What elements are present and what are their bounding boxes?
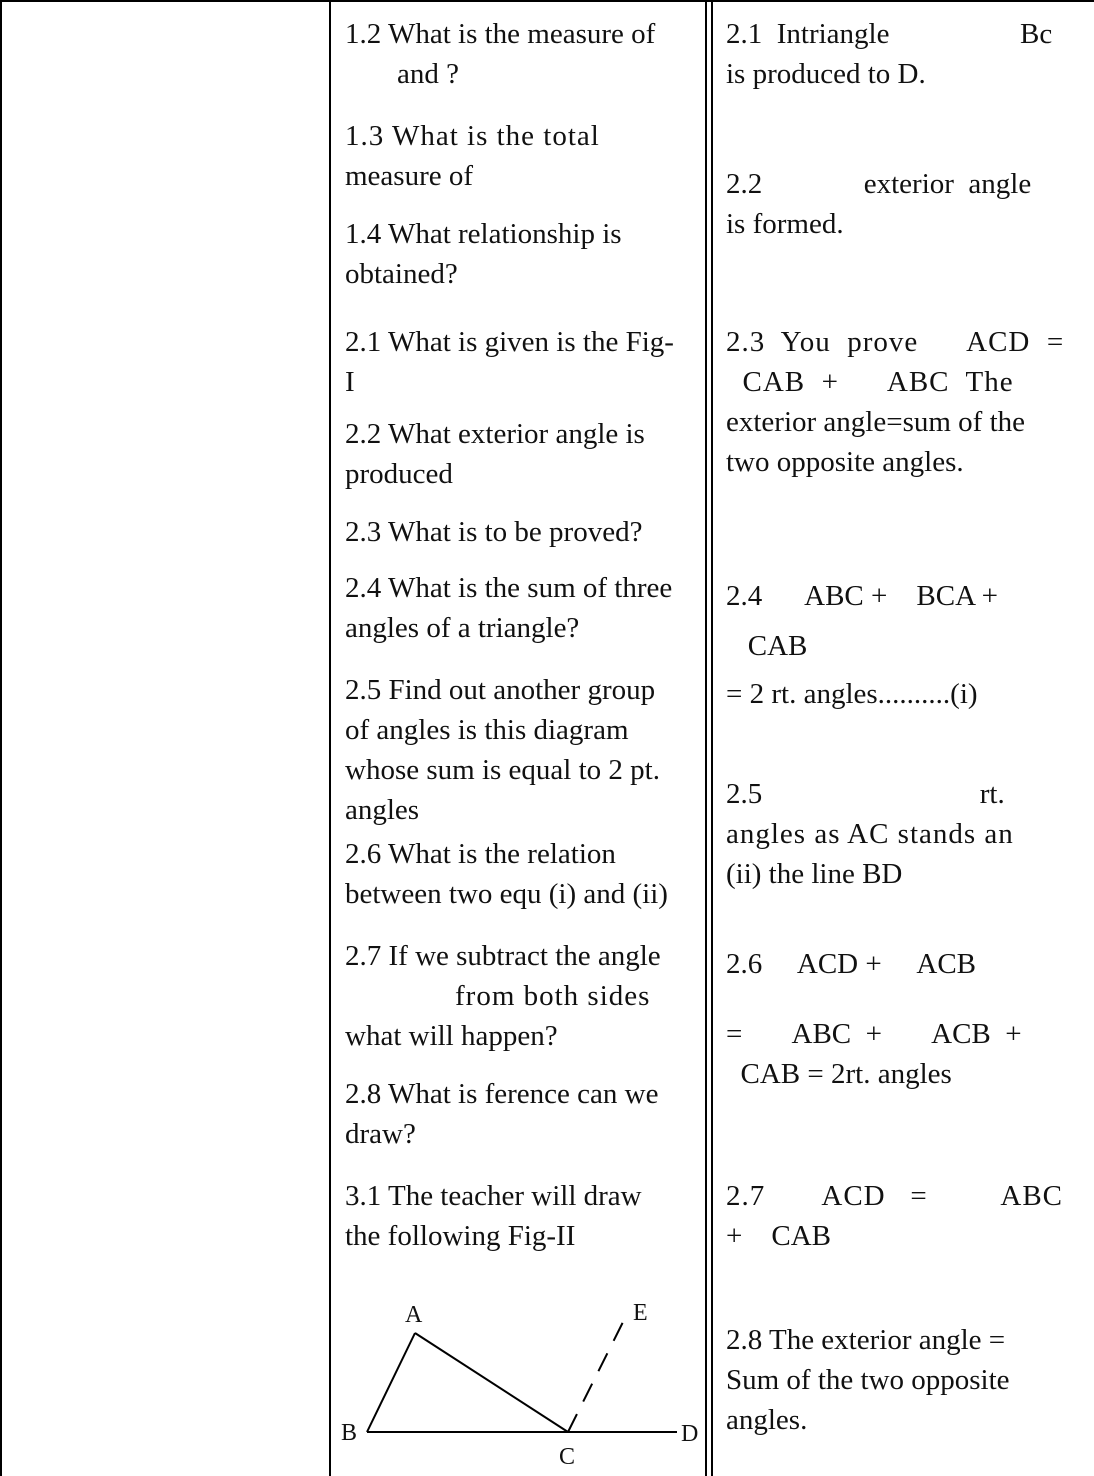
answer-2-8: [726, 1320, 1082, 1440]
question-line: obtained?: [345, 258, 458, 290]
column-divider-2a: [705, 0, 707, 1476]
triangle-diagram: [331, 1180, 705, 1476]
answer-line: angles as AC stands an: [726, 818, 1014, 850]
question-1-3: [345, 116, 697, 196]
answer-line: 2.4 ABC + BCA +: [726, 580, 999, 612]
right-column-answers: [714, 0, 1094, 1476]
question-line: 3.1 The teacher will draw: [345, 1180, 642, 1212]
answer-line: = ABC + ACB +: [726, 1018, 1022, 1050]
question-2-4: [345, 568, 697, 648]
answer-2-1: [726, 14, 1082, 94]
question-1-2: [345, 14, 697, 94]
answer-line: CAB: [726, 630, 808, 662]
question-line: 2.6 What is the relation: [345, 838, 616, 870]
vertex-b-label: B: [341, 1420, 358, 1446]
question-line: 2.4 What is the sum of three: [345, 572, 673, 604]
answer-line: 2.3 You prove ACD =: [726, 326, 1065, 358]
question-line: draw?: [345, 1118, 416, 1150]
question-line: 1.4 What relationship is: [345, 218, 622, 250]
question-line: 2.5 Find out another group: [345, 674, 656, 706]
answer-2-6-result: [726, 1014, 1082, 1094]
answer-line: exterior angle=sum of the: [726, 406, 1026, 438]
answer-line: CAB = 2rt. angles: [726, 1058, 952, 1090]
dashed-ce: [568, 1322, 623, 1432]
question-line: 2.2 What exterior angle is: [345, 418, 645, 450]
question-2-5: [345, 670, 697, 830]
answer-line: CAB + ABC The: [726, 366, 1014, 398]
answer-2-6: [726, 944, 1082, 984]
question-2-8: [345, 1074, 697, 1154]
question-line: 2.7 If we subtract the angle: [345, 940, 661, 972]
question-line: between two equ (i) and (ii): [345, 878, 668, 910]
answer-line: 2.7 ACD = ABC: [726, 1180, 1064, 1212]
question-2-1: [345, 322, 697, 402]
question-line: 1.3 What is the total: [345, 120, 600, 152]
answer-line: two opposite angles.: [726, 446, 964, 478]
question-line: angles: [345, 794, 420, 826]
question-line: from both sides: [455, 980, 651, 1012]
answer-2-5: [726, 774, 1082, 894]
vertex-a-label: A: [405, 1302, 423, 1328]
question-line: whose sum is equal to 2 pt.: [345, 754, 660, 786]
question-2-2: [345, 414, 697, 494]
side-ac: [415, 1333, 568, 1432]
question-line: produced: [345, 458, 453, 490]
column-divider-2b: [711, 0, 713, 1476]
answer-line: (ii) the line BD: [726, 858, 903, 890]
answer-2-3: [726, 322, 1082, 482]
answer-2-2: [726, 164, 1082, 244]
question-line: and ?: [397, 58, 459, 90]
question-line: I: [345, 366, 355, 398]
question-line: 2.8 What is ference can we: [345, 1078, 659, 1110]
answer-line: = 2 rt. angles..........(i): [726, 678, 978, 710]
question-2-6: [345, 834, 697, 914]
answer-line: + CAB: [726, 1220, 831, 1252]
question-line: the following Fig-II: [345, 1220, 576, 1252]
question-line: measure of: [345, 160, 474, 192]
question-line: 2.3 What is to be proved?: [345, 516, 643, 548]
answer-line: 2.5 rt.: [726, 778, 1005, 810]
question-1-4: [345, 214, 697, 294]
answer-2-4-result: [726, 674, 1082, 714]
answer-line: is produced to D.: [726, 58, 926, 90]
question-line: of angles is this diagram: [345, 714, 629, 746]
answer-line: 2.6 ACD + ACB: [726, 948, 977, 980]
answer-line: Sum of the two opposite: [726, 1364, 1010, 1396]
question-line: what will happen?: [345, 1020, 558, 1052]
question-2-3: [345, 512, 697, 552]
answer-line: 2.1 Intriangle Bc: [726, 18, 1053, 50]
vertex-d-label: D: [681, 1421, 699, 1447]
answer-line: 2.8 The exterior angle =: [726, 1324, 1006, 1356]
question-line: 2.1 What is given is the Fig-: [345, 326, 674, 358]
question-line: angles of a triangle?: [345, 612, 580, 644]
vertex-c-label: C: [559, 1444, 576, 1470]
left-column-empty: [0, 0, 329, 1476]
answer-2-4: [726, 576, 1082, 666]
answer-line: is formed.: [726, 208, 844, 240]
answer-line: angles.: [726, 1404, 808, 1436]
question-line: 1.2 What is the measure of: [345, 18, 656, 50]
side-ab: [367, 1333, 415, 1432]
question-2-7: [345, 936, 697, 1056]
answer-line: 2.2 exterior angle: [726, 168, 1032, 200]
figure-ii-triangle: [331, 1180, 705, 1476]
answer-2-7: [726, 1176, 1082, 1256]
vertex-e-label: E: [633, 1300, 648, 1326]
